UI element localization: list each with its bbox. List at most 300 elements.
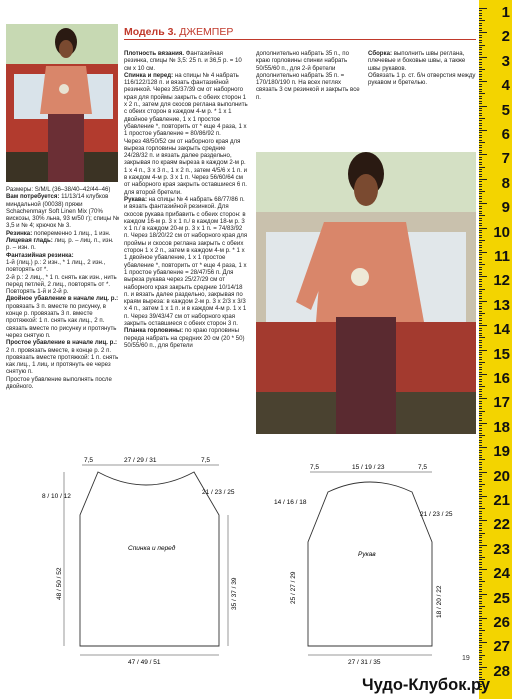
ruler-tick <box>479 386 485 387</box>
ruler-tick <box>479 628 482 629</box>
ruler-tick <box>479 76 482 77</box>
ruler-tick <box>479 196 482 197</box>
sleeve-neck-width: 15 / 19 / 23 <box>352 464 385 471</box>
ruler-tick <box>479 137 482 138</box>
ruler-tick <box>479 272 482 273</box>
paragraph-text: 2-й р.: 2 лиц., * 1 п. снять как изн., нить перед петлей, 2 лиц., повторять от *. <box>6 273 117 288</box>
ruler-tick <box>479 423 487 424</box>
ruler-tick <box>479 220 482 221</box>
ruler-tick <box>479 496 487 497</box>
ruler-tick <box>479 28 482 29</box>
ruler-tick <box>479 96 482 97</box>
paragraph <box>6 252 120 259</box>
ruler-tick <box>479 69 485 70</box>
ruler-tick <box>479 642 487 643</box>
body-top-right-margin: 7,5 <box>201 457 211 464</box>
ruler-tick <box>479 369 482 370</box>
ruler-tick <box>479 106 487 107</box>
ruler-tick <box>479 376 482 377</box>
ruler-tick <box>479 237 482 238</box>
assembly-text-column <box>368 50 476 86</box>
ruler-tick <box>479 162 482 163</box>
ruler-number: 8 <box>501 174 510 192</box>
ruler-tick <box>479 450 482 451</box>
ruler-tick <box>479 569 487 570</box>
ruler-tick <box>479 420 482 421</box>
ruler-tick <box>479 337 485 338</box>
ruler-tick <box>479 611 482 612</box>
paragraph <box>368 72 476 87</box>
ruler-tick <box>479 298 482 299</box>
paragraph-text: лиц. р. – лиц. п., изн. р. – изн. п. <box>6 237 114 252</box>
ruler-tick <box>479 598 482 599</box>
model-name: ДЖЕМПЕР <box>179 26 234 38</box>
ruler-tick <box>479 291 482 292</box>
ruler-tick <box>479 103 482 104</box>
model-photo-small <box>6 24 118 182</box>
ruler-tick <box>479 367 482 368</box>
ruler-number: 12 <box>493 272 510 290</box>
ruler-tick <box>479 374 487 375</box>
ruler-tick <box>479 520 487 521</box>
ruler-tick <box>479 184 482 185</box>
ruler-tick <box>479 98 482 99</box>
paragraph <box>6 259 120 274</box>
paragraph <box>368 50 476 72</box>
ruler-tick <box>479 501 482 502</box>
body-total-height: 48 / 50 / 52 <box>56 567 63 600</box>
ruler-tick <box>479 364 482 365</box>
ruler-tick <box>479 123 482 124</box>
ruler-number: 21 <box>493 492 510 509</box>
ruler-tick <box>479 132 482 133</box>
ruler-tick <box>479 18 482 19</box>
ruler-tick <box>479 259 482 260</box>
ruler-tick <box>479 113 482 114</box>
ruler-tick <box>479 330 482 331</box>
ruler-tick <box>479 557 485 558</box>
paragraph-heading: Сборка: <box>368 50 392 57</box>
paragraph-heading: Спинка и перед: <box>124 71 174 79</box>
paragraph-text: попеременно 1 лиц., 1 изн. <box>32 229 111 237</box>
ruler-tick <box>479 418 482 419</box>
paragraph <box>6 237 120 252</box>
paragraph <box>124 50 248 72</box>
ruler-tick <box>479 325 487 326</box>
ruler-tick <box>479 379 482 380</box>
ruler-tick <box>479 93 485 94</box>
ruler-tick <box>479 150 482 151</box>
ruler-tick <box>479 125 482 126</box>
ruler-tick <box>479 591 482 592</box>
ruler-tick <box>479 130 487 131</box>
ruler-tick <box>479 269 482 270</box>
ruler-tick <box>479 638 482 639</box>
ruler-number: 18 <box>493 418 510 436</box>
ruler-tick <box>479 435 485 436</box>
ruler-number: 20 <box>493 467 510 485</box>
sleeve-bottom-width: 27 / 31 / 35 <box>348 659 381 666</box>
body-side-height: 35 / 37 / 39 <box>231 577 238 610</box>
ruler-tick <box>479 57 487 58</box>
ruler-tick <box>479 572 482 573</box>
ruler-tick <box>479 54 482 55</box>
ruler-tick <box>479 447 487 448</box>
ruler-tick <box>479 32 487 33</box>
body-neck-width: 27 / 29 / 31 <box>124 457 157 464</box>
ruler-tick <box>479 354 482 355</box>
paragraph-text: Обвязать 1 р. ст. б/н отверстия между рукавом и бретелью. <box>368 71 476 87</box>
ruler-tick <box>479 35 482 36</box>
ruler-tick <box>479 462 482 463</box>
ruler-tick <box>479 232 482 233</box>
paragraph-text: Простое убавление выполнять после двойного. <box>6 375 112 391</box>
ruler-tick <box>479 189 482 190</box>
ruler-tick <box>479 491 482 492</box>
ruler-tick <box>479 186 482 187</box>
ruler-number: 26 <box>493 614 510 631</box>
ruler-tick <box>479 452 482 453</box>
paragraph <box>6 295 120 339</box>
ruler-tick <box>479 40 482 41</box>
ruler-tick <box>479 62 482 63</box>
ruler-tick <box>479 71 482 72</box>
model-photo-large <box>256 152 476 434</box>
ruler-tick <box>479 633 482 634</box>
ruler-tick <box>479 118 485 119</box>
title-divider <box>124 39 476 40</box>
ruler-tick <box>479 474 482 475</box>
ruler-number: 14 <box>493 321 510 339</box>
ruler-tick <box>479 494 482 495</box>
ruler-tick <box>479 342 482 343</box>
ruler-tick <box>479 657 482 658</box>
ruler-tick <box>479 303 482 304</box>
ruler-tick <box>479 215 485 216</box>
paragraph <box>124 72 248 138</box>
ruler-tick <box>479 625 482 626</box>
ruler-tick <box>479 411 485 412</box>
ruler-tick <box>479 25 482 26</box>
ruler-number: 19 <box>493 443 510 461</box>
ruler-tick <box>479 286 482 287</box>
ruler-tick <box>479 171 482 172</box>
model-title <box>124 26 233 38</box>
ruler-tick <box>479 581 485 582</box>
ruler-tick <box>479 384 482 385</box>
right-top-text-column <box>256 50 360 101</box>
ruler-tick <box>479 13 482 14</box>
ruler-tick <box>479 484 485 485</box>
ruler-tick <box>479 647 482 648</box>
ruler-tick <box>479 455 482 456</box>
ruler-tick <box>479 174 482 175</box>
ruler-tick <box>479 372 482 373</box>
ruler-tick <box>479 620 482 621</box>
ruler-tick <box>479 467 482 468</box>
paragraph-heading: Планка горловины: <box>124 327 184 335</box>
ruler-number: 28 <box>493 662 510 680</box>
ruler-tick <box>479 545 487 546</box>
ruler-tick <box>479 469 482 470</box>
body-right-raglan: 21 / 23 / 25 <box>202 489 235 496</box>
ruler-tick <box>479 481 482 482</box>
ruler-tick <box>479 47 482 48</box>
ruler-number: 15 <box>493 345 510 363</box>
ruler-tick <box>479 608 482 609</box>
ruler-number: 17 <box>493 394 510 412</box>
ruler-tick <box>479 533 485 534</box>
ruler-tick <box>479 389 482 390</box>
ruler-tick <box>479 459 485 460</box>
ruler-tick <box>479 357 482 358</box>
ruler-tick <box>479 415 482 416</box>
ruler-tick <box>479 577 482 578</box>
paragraph <box>6 186 120 193</box>
ruler-tick <box>479 442 482 443</box>
ruler-tick <box>479 518 482 519</box>
ruler-tick <box>479 433 482 434</box>
ruler-tick <box>479 413 482 414</box>
ruler-tick <box>479 498 482 499</box>
ruler-number: 13 <box>493 296 510 314</box>
ruler-tick <box>479 179 487 180</box>
ruler-tick <box>479 211 482 212</box>
ruler-tick <box>479 293 482 294</box>
ruler-tick <box>479 306 482 307</box>
paragraph <box>124 138 248 196</box>
ruler-tick <box>479 206 482 207</box>
paragraph-text: дополнительно набрать 35 п., по краю горловины спинки набрать 50/55/60 п., для 2-й бретели дополнительно набрать 35 п. = 170/180/190 п. На всех петлях связать 3 см резинкой и закрыть все п. <box>256 50 360 101</box>
ruler-tick <box>479 135 482 136</box>
ruler-tick <box>479 508 485 509</box>
ruler-tick <box>479 274 482 275</box>
ruler-tick <box>479 74 482 75</box>
ruler-tick <box>479 596 482 597</box>
ruler-tick <box>479 264 485 265</box>
ruler-tick <box>479 479 482 480</box>
ruler-tick <box>479 511 482 512</box>
ruler-tick <box>479 381 482 382</box>
ruler-tick <box>479 245 482 246</box>
paragraph-text: на спицы № 4 набрать 116/122/128 п. и вязать фантазийной резинкой. Через 35/37/39 см от наборного края для проймы закрыть с обеих сторон 1 х 2 п., затем для скосов реглана выполнить с обеих сторон в каждом 4-м р. * 1 х 1 двойное убавление, 1 х 1 простое убавление *, повторить от * еще 4 раза, 1 х 1 простое убавление = 80/86/92 п. <box>124 71 248 138</box>
ruler-tick <box>479 147 482 148</box>
ruler-tick <box>479 616 482 617</box>
ruler-tick <box>479 476 482 477</box>
ruler-tick <box>479 430 482 431</box>
ruler-tick <box>479 589 482 590</box>
paragraph <box>124 196 248 327</box>
ruler-tick <box>479 145 482 146</box>
ruler-tick <box>479 193 482 194</box>
paragraph-text: Через 48/50/52 см от наборного края для выреза горловины закрыть средние 24/28/32 п. и вязать далее раздельно, закрывая по краям выреза в каждом 2-м р. 1 х 4 п., 3 х 3 п., 1 х 2 п., затем 4/5/6 х 1 п. и в каждом 4-м р. 3 х 1 п. Через 56/60/64 см от наборного края закрыть оставшиеся 6 п. для второй бретели. <box>124 137 248 196</box>
ruler-tick <box>479 59 482 60</box>
ruler-number: 7 <box>501 150 510 168</box>
ruler-tick <box>479 218 482 219</box>
paragraph-text: на спицы № 4 набрать 68/77/86 п. и вязать фантазийной резинкой. Для скосов рукава прибавить с обеих сторон: в каждом 16-м р. 3 х 1 п./ в каждом 18-м р. 3 х 1 п./ в каждом 20-м р. 3 х 1 п. = 74/83/92 п. Через 18/20/22 см от наборного края для проймы и скосов реглана закрыть с обеих сторон 1 х 2 п., затем в каждом 4-м р. * 1 х 1 двойное убавление, 1 х 1 простое убавление *, повторить от * еще 4 раза, 1 х 1 простое убавление = 28/47/56 п. Для выреза рукава через 25/27/29 см от наборного края закрыть средние 10/14/18 п. и вязать далее раздельно, закрывая по краям выреза: в каждом 2-м р. 3 х 2/3 х 3/3 х 4 п., затем 1 х 1 п. и в каждом 4-м р. 1 х 1 п. Через 39/43/47 см от наборного края закрыть оставшиеся с обеих сторон 3 п. <box>124 195 248 327</box>
ruler-number: 22 <box>493 516 510 534</box>
ruler-tick <box>479 142 485 143</box>
ruler-tick <box>479 652 482 653</box>
ruler-tick <box>479 167 485 168</box>
ruler-tick <box>479 350 487 351</box>
paragraph-heading: Резинка: <box>6 229 33 237</box>
paragraph-text: выполнить швы реглана, плечевые и боковые швы, а также швы рукавов. <box>368 50 466 72</box>
ruler-tick <box>479 157 482 158</box>
ruler-tick <box>479 464 482 465</box>
paragraph-heading: Простое убавление в начале лиц. р.: <box>6 339 118 347</box>
ruler-tick <box>479 659 482 660</box>
ruler-tick <box>479 8 487 9</box>
ruler-tick <box>479 530 482 531</box>
ruler-tick <box>479 223 482 224</box>
ruler-tick <box>479 201 482 202</box>
ruler-tick <box>479 650 482 651</box>
ruler-tick <box>479 230 482 231</box>
ruler-tick <box>479 198 482 199</box>
ruler-tick <box>479 169 482 170</box>
ruler-tick <box>479 428 482 429</box>
ruler-number: 24 <box>493 565 510 583</box>
ruler-tick <box>479 586 482 587</box>
ruler-tick <box>479 140 482 141</box>
sleeve-total-height: 25 / 27 / 29 <box>290 571 297 604</box>
sleeve-left-top: 14 / 16 / 18 <box>274 499 307 506</box>
ruler-tick <box>479 340 482 341</box>
sleeve-pattern-diagram <box>274 450 470 674</box>
ruler-tick <box>479 10 482 11</box>
ruler-tick <box>479 555 482 556</box>
ruler-tick <box>479 333 482 334</box>
ruler-tick <box>479 606 485 607</box>
ruler-tick <box>479 262 482 263</box>
ruler-tick <box>479 208 482 209</box>
ruler-tick <box>479 52 482 53</box>
ruler-tick <box>479 320 482 321</box>
ruler-tick <box>479 662 482 663</box>
ruler-tick <box>479 472 487 473</box>
ruler-tick <box>479 203 487 204</box>
ruler-tick <box>479 401 482 402</box>
ruler-tick <box>479 406 482 407</box>
ruler-tick <box>479 345 482 346</box>
ruler-tick <box>479 128 482 129</box>
paragraph-text: 2 п. провязать вместе, в конце р. 2 п. провязать вместе протяжкой: 1 п. снять как лиц., 1 лиц. и протянуть ее через снятую п. <box>6 346 119 376</box>
sleeve-top-right-margin: 7,5 <box>418 464 428 471</box>
ruler-tick <box>479 567 482 568</box>
paragraph <box>6 376 120 391</box>
ruler-tick <box>479 252 487 253</box>
measuring-ruler <box>479 0 512 699</box>
ruler-tick <box>479 311 482 312</box>
paragraph-heading: Плотность вязания. <box>124 50 185 57</box>
paragraph <box>6 339 120 375</box>
paragraph-heading: Вам потребуется: <box>6 193 60 201</box>
ruler-tick <box>479 284 482 285</box>
ruler-number: 2 <box>501 28 510 46</box>
ruler-tick <box>479 308 482 309</box>
paragraph-text: Размеры: S/M/L (36–38/40–42/44–46) <box>6 186 111 193</box>
ruler-tick <box>479 79 482 80</box>
paragraph <box>256 50 360 101</box>
ruler-tick <box>479 191 485 192</box>
paragraph-heading: Рукава: <box>124 195 147 203</box>
ruler-tick <box>479 603 482 604</box>
ruler-tick <box>479 535 482 536</box>
ruler-tick <box>479 396 482 397</box>
ruler-tick <box>479 537 482 538</box>
ruler-tick <box>479 250 482 251</box>
sleeve-top-left-margin: 7,5 <box>310 464 320 471</box>
middle-text-column <box>124 50 248 349</box>
ruler-tick <box>479 394 482 395</box>
ruler-tick <box>479 37 482 38</box>
ruler-tick <box>479 601 482 602</box>
body-bottom-width: 47 / 49 / 51 <box>128 659 161 666</box>
body-label: Спинка и перед <box>128 545 176 552</box>
ruler-tick <box>479 235 482 236</box>
body-left-raglan: 8 / 10 / 12 <box>42 493 71 500</box>
ruler-tick <box>479 289 485 290</box>
ruler-tick <box>479 362 485 363</box>
body-pattern-diagram <box>36 450 246 674</box>
ruler-tick <box>479 640 482 641</box>
ruler-tick <box>479 240 485 241</box>
ruler-tick <box>479 91 482 92</box>
ruler-tick <box>479 564 482 565</box>
model-number: Модель 3. <box>124 26 177 38</box>
ruler-tick <box>479 440 482 441</box>
ruler-tick <box>479 301 487 302</box>
page-number: 19 <box>462 655 470 662</box>
ruler-tick <box>479 318 482 319</box>
ruler-number: 23 <box>493 540 510 558</box>
ruler-tick <box>479 81 487 82</box>
ruler-tick <box>479 584 482 585</box>
ruler-tick <box>479 323 482 324</box>
ruler-tick <box>479 228 487 229</box>
ruler-tick <box>479 247 482 248</box>
ruler-tick <box>479 15 482 16</box>
ruler-tick <box>479 110 482 111</box>
sleeve-label: Рукав <box>358 551 376 558</box>
watermark-text: Чудо-Клубок.ру <box>362 676 491 694</box>
ruler-tick <box>479 506 482 507</box>
ruler-tick <box>479 42 482 43</box>
ruler-number: 25 <box>493 589 510 607</box>
ruler-number: 6 <box>501 126 510 143</box>
sleeve-right-raglan: 21 / 23 / 25 <box>420 511 453 518</box>
paragraph <box>6 193 120 229</box>
ruler-tick <box>479 89 482 90</box>
ruler-number: 5 <box>501 101 510 119</box>
ruler-tick <box>479 267 482 268</box>
ruler-tick <box>479 279 482 280</box>
ruler-tick <box>479 23 482 24</box>
ruler-tick <box>479 525 482 526</box>
ruler-tick <box>479 618 487 619</box>
ruler-tick <box>479 181 482 182</box>
ruler-tick <box>479 276 487 277</box>
ruler-tick <box>479 49 482 50</box>
ruler-tick <box>479 176 482 177</box>
ruler-tick <box>479 347 482 348</box>
ruler-tick <box>479 645 482 646</box>
ruler-tick <box>479 115 482 116</box>
watermark-logo <box>362 668 512 699</box>
paragraph-text: 1-й (лиц.) р.: 2 изн., * 1 лиц., 2 изн., повторять от *. <box>6 258 106 274</box>
ruler-number: 1 <box>501 4 510 21</box>
